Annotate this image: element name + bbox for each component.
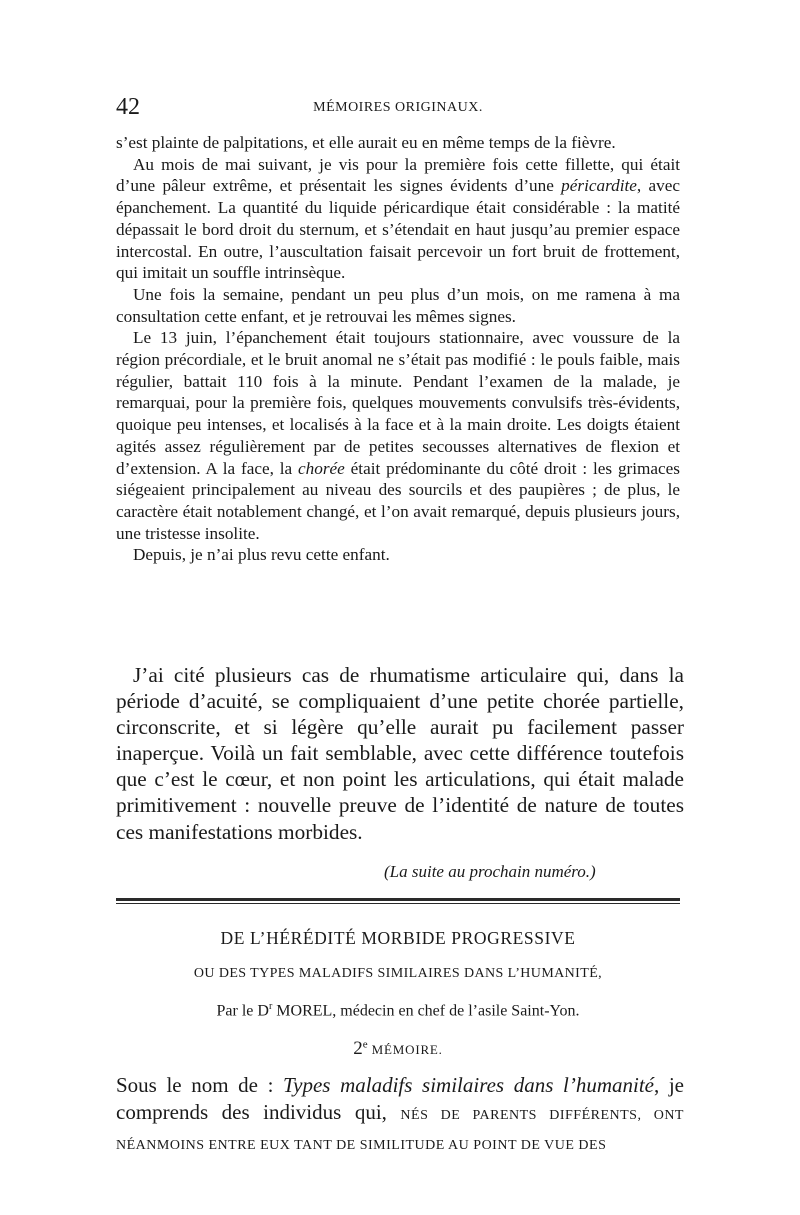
paragraph: s’est plainte de palpitations, et elle aurait eu en même temps de la fièvre. xyxy=(116,133,616,152)
memoir-number: 2e MÉMOIRE. xyxy=(353,1038,443,1059)
paragraph: Le 13 juin, l’épanchement était toujours stationnaire, avec voussure de la région précordiale, et le bruit anomal ne s’était pas modifié : le pouls faible, mais régulier, battait 110 fois à la minute. Pendant l’examen de la malade, je remarquai, pour la première fois, quelques mouvements convulsifs très-évidents, quoique peu intenses, et localisés à la face et à la main droite. Les doigts étaient agités assez régulièrement par de petites secousses alternatives de flexion et d’extension. A la face, la chorée était prédominante du côté droit : les grimaces siégeaient principalement au niveau des sourcils et des paupières ; de plus, le caractère était notablement changé, et l’on avait remarqué, depuis plusieurs jours, une tristesse insolite. xyxy=(116,328,680,543)
page-header xyxy=(116,94,680,124)
emphasis: Types maladifs similaires dans l’humanité xyxy=(283,1073,654,1097)
article-subtitle: OU DES TYPES MALADIFS SIMILAIRES DANS L’HUMANITÉ, xyxy=(193,966,603,981)
small-caps-text: NÉS DE PARENTS DIFFÉRENTS, ONT NÉANMOINS ENTRE EUX TANT DE SIMILITUDE AU POINT DE VUE DES xyxy=(116,1108,684,1153)
section-divider-thin xyxy=(116,903,680,904)
running-title: MÉMOIRES ORIGINAUX. xyxy=(313,100,483,115)
paragraph: J’ai cité plusieurs cas de rhumatisme articulaire qui, dans la période d’acuité, se compliquaient d’une petite chorée partielle, circonscrite, et si légère qu’elle aurait pu facilement passer inaperçue. Voilà un fait semblable, avec cette différence toutefois que c’est le cœur, et non point les articulations, qui était malade primitivement : nouvelle preuve de l’identité de nature de toutes ces manifestations morbides. xyxy=(116,663,684,844)
section-divider xyxy=(116,898,680,901)
paragraph: Une fois la semaine, pendant un peu plus d’un mois, on me ramena à ma consultation cette enfant, et je retrouvai les mêmes signes. xyxy=(116,284,680,326)
emphasis: chorée xyxy=(298,458,345,478)
paragraph: Depuis, je n’ai plus revu cette enfant. xyxy=(133,545,390,565)
continuation-note: (La suite au prochain numéro.) xyxy=(384,862,596,881)
article-author: Par le $D^r$ MOREL, médecin en chef de l’asile Saint-Yon. xyxy=(216,1001,580,1020)
article-title: DE L’HÉRÉDITÉ MORBIDE PROGRESSIVE xyxy=(220,928,576,948)
article-body xyxy=(116,1072,684,1159)
paragraph: Au mois de mai suivant, je vis pour la première fois cette fillette, qui était d’une pâleur extrême, et présentait les signes évidents d’une péricardite, avec épanchement. La quantité du liquide péricardique était considérable : la matité dépassait le bord droit du sternum, et s’étendait en haut jusqu’au premier espace intercostal. En outre, l’auscultation faisait percevoir un fort bruit de frottement, qui imitait un souffle intrinsèque. xyxy=(116,154,680,283)
emphasis: péricardite xyxy=(561,176,637,196)
case-report-text xyxy=(116,132,680,566)
paragraph: Sous le nom de : Types maladifs similaires dans l’humanité, je comprends des individus qui, NÉS DE PARENTS DIFFÉRENTS, ONT NÉANMOINS ENTRE EUX TANT DE SIMILITUDE AU POINT DE VUE DES xyxy=(116,1073,684,1153)
conclusion-text xyxy=(116,662,684,845)
page-number: 42 xyxy=(116,94,140,120)
